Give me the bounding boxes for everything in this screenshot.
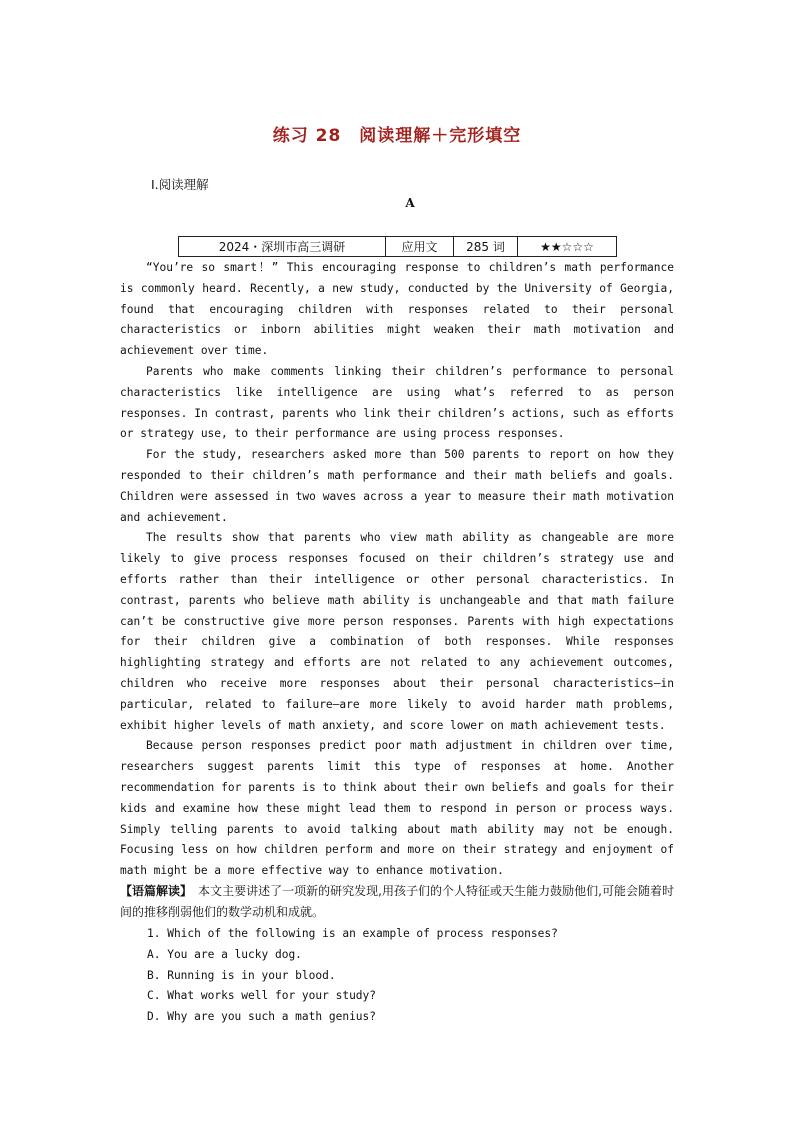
passage-analysis-note	[120, 881, 674, 923]
note-label: 【语篇解读】	[120, 884, 187, 898]
note-text: 本文主要讲述了一项新的研究发现,用孩子们的个人特征或天生能力鼓励他们,可能会随着时间的推移削弱他们的数学动机和成就。	[120, 884, 674, 919]
paragraph: The results show that parents who view math ability as changeable are more likely to give process responses focused on their children’s strategy use and efforts rather than their intelligence or other personal characteristics. In contrast, parents who believe math ability is unchangeable and that math failure can’t be constructive give more person responses. Parents with high expectations for their children give a combination of both responses. While responses highlighting strategy and efforts are not related to any achievement outcomes, children who receive more responses about their personal characteristics—in particular, related to failure—are more likely to avoid harder math problems, exhibit higher levels of math anxiety, and score lower on math achievement tests.	[120, 531, 674, 732]
genre-cell: 应用文	[386, 237, 454, 257]
source-cell: 2024・深圳市高三调研	[179, 237, 386, 257]
paragraph: Because person responses predict poor math adjustment in children over time, researchers suggest parents limit this type of responses at home. Another recommendation for parents is to think about their own beliefs and goals for their kids and examine how these might lead them to respond in person or process ways. Simply telling parents to avoid talking about math ability may not be enough. Focusing less on how children perform and more on their strategy and enjoyment of math might be a more effective way to enhance motivation.	[120, 739, 674, 878]
paragraph: For the study, researchers asked more than 500 parents to report on how they responded to their children’s math performance and their math beliefs and goals. Children were assessed in two waves across a year to measure their math motivation and achievement.	[120, 448, 674, 524]
section-heading: Ⅰ.阅读理解	[151, 177, 209, 192]
question-stem: 1. Which of the following is an example of process responses?	[147, 927, 558, 940]
difficulty-stars: ★★☆☆☆	[518, 237, 617, 257]
passage-info-table	[178, 236, 617, 257]
option-b: B. Running is in your blood.	[147, 968, 336, 982]
part-label: A	[405, 196, 415, 210]
table-row	[179, 237, 617, 257]
paragraph: Parents who make comments linking their children’s performance to personal characteristics like intelligence are using what’s referred to as person responses. In contrast, parents who link their children’s actions, such as efforts or strategy use, to their performance are using process responses.	[120, 364, 674, 441]
option-d: D. Why are you such a math genius?	[147, 1010, 377, 1024]
passage-body	[120, 258, 674, 882]
question-block	[147, 924, 677, 1028]
page-title: 练习 28 阅读理解＋完形填空	[272, 126, 522, 146]
option-a: A. You are a lucky dog.	[147, 947, 302, 961]
option-c: C. What works well for your study?	[147, 989, 377, 1003]
word-count-cell: 285 词	[454, 237, 518, 257]
paragraph: “You’re so smart！” This encouraging response to children’s math performance is commonly heard. Recently, a new study, conducted by the University of Georgia, found that encouraging children with responses related to their personal characteristics or inborn abilities might weaken their math motivation and achievement over time.	[120, 261, 674, 358]
